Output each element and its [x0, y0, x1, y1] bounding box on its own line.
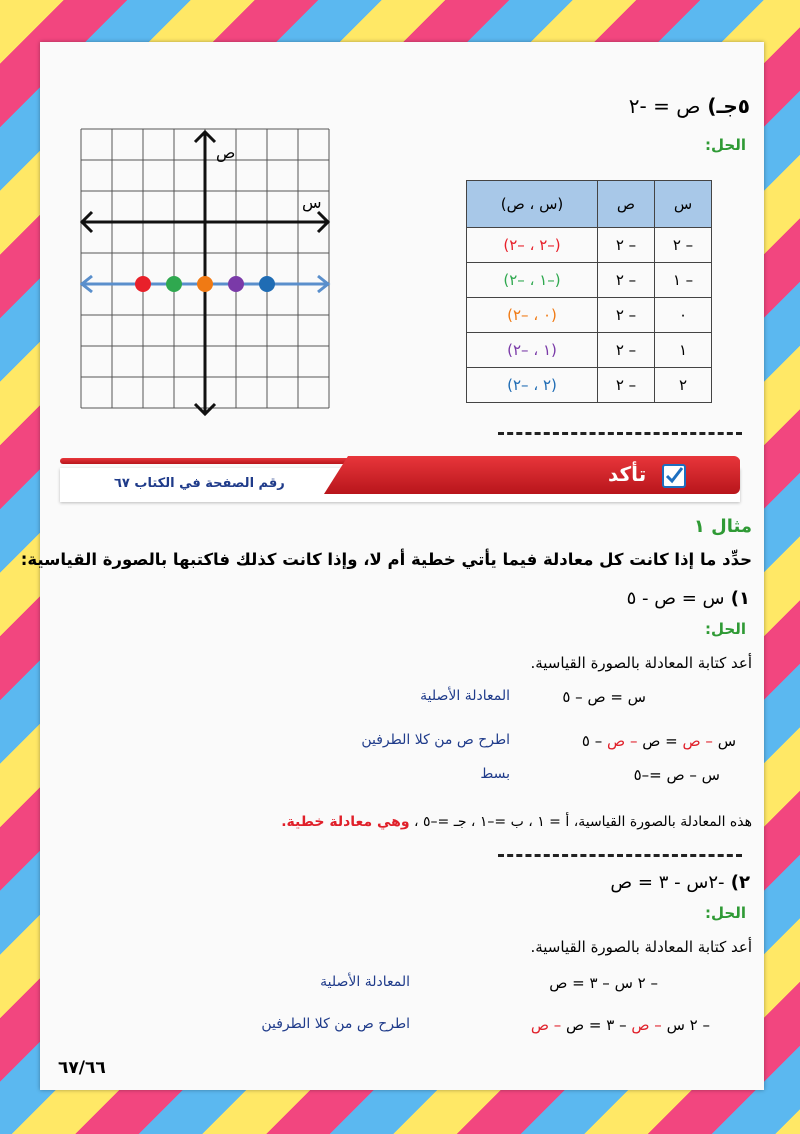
p2-step2-d: – ص — [530, 1016, 562, 1034]
page-reference: رقم الصفحة في الكتاب ٦٧ — [114, 476, 285, 491]
problem-2-label: ٢) — [730, 872, 750, 893]
p2-step1-equation: – ٢ س – ٣ = ص — [549, 974, 658, 992]
header-x: س — [655, 181, 712, 228]
point-1 — [166, 276, 182, 292]
p2-step2-note: اطرح ص من كلا الطرفين — [261, 1016, 410, 1032]
solution-label-2: الحل: — [705, 904, 746, 922]
p2-step2-b: – ص — [631, 1016, 662, 1034]
point-4 — [259, 276, 275, 292]
cell-y: – ٢ — [598, 368, 655, 403]
p1-conclusion — [281, 814, 752, 830]
cell-x: ٢ — [655, 368, 712, 403]
p1-step3-note: بسط — [480, 766, 510, 782]
p1-step2-b: – ص — [682, 732, 713, 750]
problem-2-title — [610, 872, 750, 893]
y-axis-label: ص — [216, 143, 236, 162]
problem-5c-title — [629, 94, 750, 118]
cell-y: – ٢ — [598, 263, 655, 298]
p1-step2-d: – ص — [607, 732, 638, 750]
p2-step2-a: – ٢ س — [666, 1016, 710, 1034]
axes — [82, 132, 328, 414]
p1-step1-equation: س = ص – ٥ — [562, 688, 646, 706]
page — [20, 42, 764, 1090]
example-instruction: حدِّد ما إذا كانت كل معادلة فيما يأتي خطية أم لا، وإذا كانت كذلك فاكتبها بالصورة القياسية: — [20, 550, 752, 569]
x-axis-label: س — [302, 193, 322, 212]
table-row — [467, 263, 712, 298]
p2-step2-equation — [531, 1016, 710, 1034]
solution-label-1: الحل: — [705, 620, 746, 638]
p1-step2-note: اطرح ص من كلا الطرفين — [361, 732, 510, 748]
cell-pair: (٢ ، –٢) — [467, 368, 598, 403]
p1-step3-equation: س – ص =–٥ — [633, 766, 720, 784]
cell-y: – ٢ — [598, 298, 655, 333]
example-title: مثال ١ — [693, 516, 752, 537]
p1-step2-e: – ٥ — [581, 732, 603, 750]
p2-intro: أعد كتابة المعادلة بالصورة القياسية. — [530, 938, 752, 956]
p1-conclusion-text: هذه المعادلة بالصورة القياسية، أ = ١ ، ب =–١ ، جـ =–٥ ، — [414, 814, 752, 830]
dashed-divider-2 — [498, 854, 742, 857]
problem-5c-equation: ص = -٢ — [628, 94, 701, 118]
point-3 — [228, 276, 244, 292]
p1-step2-a: س — [717, 732, 736, 750]
point-2 — [197, 276, 213, 292]
p2-step1-note: المعادلة الأصلية — [320, 974, 410, 990]
p2-step2-c: – ٣ = ص — [566, 1016, 627, 1034]
p1-step1-note: المعادلة الأصلية — [420, 688, 510, 704]
table-row — [467, 228, 712, 263]
problem-1-title — [627, 588, 750, 609]
cell-x: ١ — [655, 333, 712, 368]
cell-y: – ٢ — [598, 333, 655, 368]
cell-y: – ٢ — [598, 228, 655, 263]
page-numbers: ٦٧/٦٦ — [58, 1058, 106, 1078]
cell-pair: (٠ ، –٢) — [467, 298, 598, 333]
p1-intro: أعد كتابة المعادلة بالصورة القياسية. — [530, 654, 752, 672]
header-y: ص — [598, 181, 655, 228]
table-row — [467, 368, 712, 403]
cell-pair: (–١ ، –٢) — [467, 263, 598, 298]
problem-2-equation: -٢س - ٣ = ص — [610, 872, 725, 893]
problem-1-label: ١) — [730, 588, 750, 609]
table-row — [467, 333, 712, 368]
table-header-row — [467, 181, 712, 228]
banner-title: تأكد — [608, 462, 647, 486]
coordinate-graph — [80, 128, 332, 420]
cell-pair: (١ ، –٢) — [467, 333, 598, 368]
table-row — [467, 298, 712, 333]
solution-label-5c: الحل: — [705, 136, 746, 154]
point-0 — [135, 276, 151, 292]
p1-conclusion-linear: وهي معادلة خطية. — [281, 814, 410, 830]
cell-x: – ٢ — [655, 228, 712, 263]
checkbox-icon — [662, 464, 686, 488]
problem-1-equation: س = ص - ٥ — [626, 588, 725, 609]
dashed-divider — [498, 432, 742, 435]
header-pair: (س ، ص) — [467, 181, 598, 228]
cell-pair: (–٢ ، –٢) — [467, 228, 598, 263]
check-banner — [60, 456, 740, 502]
cell-x: ٠ — [655, 298, 712, 333]
cell-x: – ١ — [655, 263, 712, 298]
p1-step2-equation — [582, 732, 736, 750]
problem-5c-label: ٥جـ) — [707, 94, 750, 118]
values-table — [466, 180, 712, 403]
p1-step2-c: = ص — [642, 732, 678, 750]
